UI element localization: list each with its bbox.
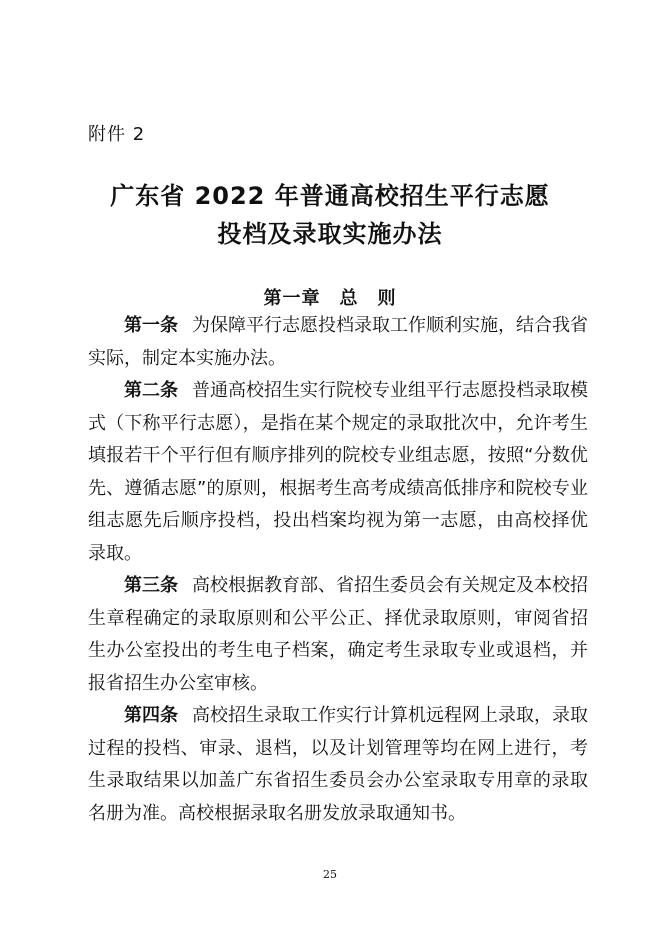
article-text: 为保障平行志愿投档录取工作顺利实施，结合我省实际，制定本实施办法。: [88, 315, 588, 369]
article-text: 高校招生录取工作实行计算机远程网上录取，录取过程的投档、审录、退档，以及计划管理等均在网上进行，考生录取结果以加盖广东省招生委员会办公室录取专用章的录取名册为准。高校根据录取名册发放录取通知书。: [88, 705, 588, 824]
document-title-line-2: 投档及录取实施办法: [217, 220, 443, 248]
article-4: [88, 700, 588, 830]
article-2: [88, 375, 588, 570]
page-number: 25: [323, 868, 337, 881]
article-text: 高校根据教育部、省招生委员会有关规定及本校招生章程确定的录取原则和公平公正、择优录取原则，审阅省招生办公室投出的考生电子档案，确定考生录取专业或退档，并报省招生办公室审核。: [88, 575, 588, 694]
attachment-label: 附件 2: [88, 124, 146, 145]
document-body: [88, 310, 588, 830]
chapter-heading: 第一章 总 则: [263, 288, 397, 309]
article-1: [88, 310, 588, 375]
article-label: 第一条: [124, 315, 178, 336]
article-label: 第三条: [124, 575, 178, 596]
article-label: 第四条: [124, 705, 178, 726]
article-label: 第二条: [124, 380, 178, 401]
article-text: 普通高校招生实行院校专业组平行志愿投档录取模式（下称平行志愿），是指在某个规定的录取批次中，允许考生填报若干个平行但有顺序排列的院校专业组志愿，按照“分数优先、遵循志愿”的原则，根据考生高考成绩高低排序和院校专业组志愿先后顺序投档，投出档案均视为第一志愿，由高校择优录取。: [88, 380, 588, 564]
article-3: [88, 570, 588, 700]
document-title-line-1: 广东省 2022 年普通高校招生平行志愿: [110, 182, 550, 210]
